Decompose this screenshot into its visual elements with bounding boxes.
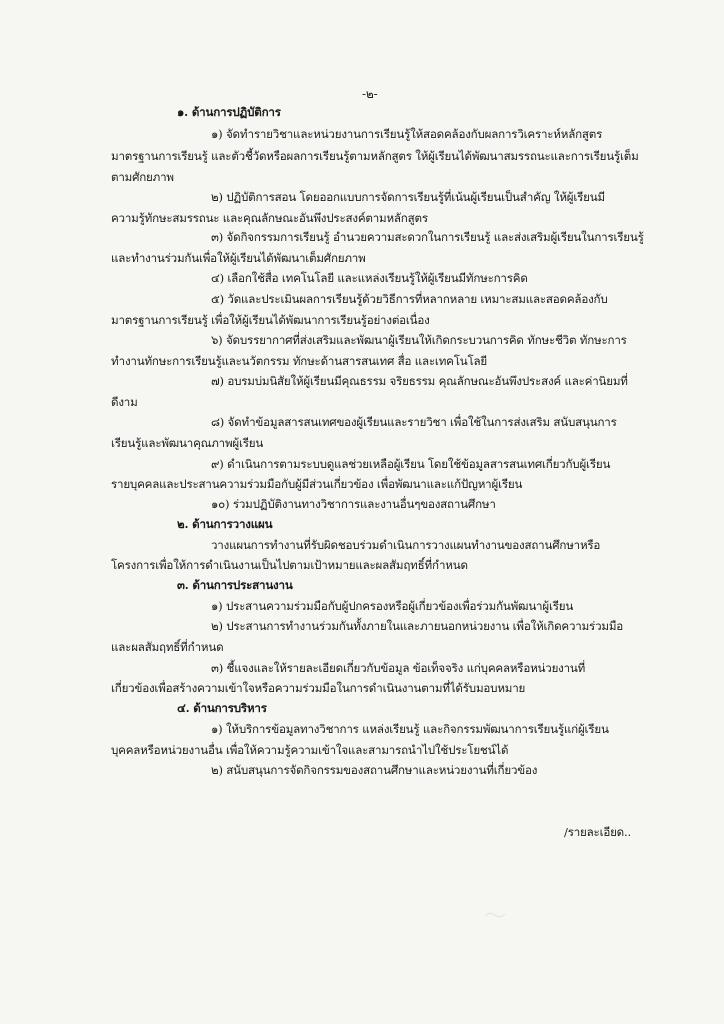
paragraph-line: ๙) ดำเนินการตามระบบดูแลช่วยเหลือผู้เรียน โดยใช้ข้อมูลสารสนเทศเกี่ยวกับผู้เรียน: [211, 457, 611, 471]
paragraph-line: และทำงานร่วมกันเพื่อให้ผู้เรียนได้พัฒนาเต็มศักยภาพ: [111, 251, 366, 265]
paragraph-line: ดีงาม: [111, 395, 138, 409]
paragraph-line: ๑) ประสานความร่วมมือกับผู้ปกครองหรือผู้เกี่ยวข้องเพื่อร่วมกันพัฒนาผู้เรียน: [211, 599, 574, 613]
paragraph-line: บุคคลหรือหน่วยงานอื่น เพื่อให้ความรู้ความเข้าใจและสามารถนำไปใช้ประโยชน์ได้: [111, 743, 509, 757]
paragraph-line: ๑) จัดทำรายวิชาและหน่วยงานการเรียนรู้ให้สอดคล้องกับผลการวิเคราะห์หลักสูตร: [211, 127, 603, 141]
paragraph-line: มาตรฐานการเรียนรู้ และตัวชี้วัดหรือผลการเรียนรู้ตามหลักสูตร ให้ผู้เรียนได้พัฒนาสมรรถนะและการเรียนรู้เต็ม: [111, 149, 639, 163]
paragraph-line: ๗) อบรมบ่มนิสัยให้ผู้เรียนมีคุณธรรม จริยธรรม คุณลักษณะอันพึงประสงค์ และค่านิยมที่: [211, 374, 628, 388]
paragraph-line: ๒) ประสานการทำงานร่วมกันทั้งภายในและภายนอกหน่วยงาน เพื่อให้เกิดความร่วมมือ: [211, 619, 624, 633]
paragraph-line: ๒) ปฏิบัติการสอน โดยออกแบบการจัดการเรียนรู้ที่เน้นผู้เรียนเป็นสำคัญ ให้ผู้เรียนมี: [211, 190, 605, 204]
section-heading-planning: ๒. ด้านการวางแผน: [177, 517, 273, 531]
paragraph-line: ๑) ให้บริการข้อมูลทางวิชาการ แหล่งเรียนรู้ และกิจกรรมพัฒนาการเรียนรู้แก่ผู้เรียน: [211, 722, 609, 736]
continuation-note: /รายละเอียด..: [564, 825, 631, 839]
paragraph-line: ๘) จัดทำข้อมูลสารสนเทศของผู้เรียนและรายวิชา เพื่อใช้ในการส่งเสริม สนับสนุนการ: [211, 415, 617, 429]
paragraph-line: ๔) เลือกใช้สื่อ เทคโนโลยี และแหล่งเรียนรู้ให้ผู้เรียนมีทักษะการคิด: [211, 271, 528, 285]
paragraph-line: ๓) จัดกิจกรรมการเรียนรู้ อำนวยความสะดวกในการเรียนรู้ และส่งเสริมผู้เรียนในการเรียนรู้: [211, 230, 644, 244]
paragraph-line: ๓) ชี้แจงและให้รายละเอียดเกี่ยวกับข้อมูล ข้อเท็จจริง แก่บุคคลหรือหน่วยงานที่: [211, 661, 586, 675]
paragraph-line: รายบุคคลและประสานความร่วมมือกับผู้มีส่วนเกี่ยวข้อง เพื่อพัฒนาและแก้ปัญหาผู้เรียน: [111, 477, 523, 491]
paragraph-line: มาตรฐานการเรียนรู้ เพื่อให้ผู้เรียนได้พัฒนาการเรียนรู้อย่างต่อเนื่อง: [111, 313, 430, 327]
paragraph-line: ๖) จัดบรรยากาศที่ส่งเสริมและพัฒนาผู้เรียนให้เกิดกระบวนการคิด ทักษะชีวิต ทักษะการ: [211, 333, 627, 347]
paragraph-line: ๑๐) ร่วมปฏิบัติงานทางวิชาการและงานอื่นๆของสถานศึกษา: [211, 497, 496, 511]
paragraph-line: เรียนรู้และพัฒนาคุณภาพผู้เรียน: [111, 436, 264, 450]
paragraph-line: ๕) วัดและประเมินผลการเรียนรู้ด้วยวิธีการที่หลากหลาย เหมาะสมและสอดคล้องกับ: [211, 292, 608, 306]
section-heading-operations: ๑. ด้านการปฏิบัติการ: [177, 105, 281, 119]
paragraph-line: เกี่ยวข้องเพื่อสร้างความเข้าใจหรือความร่วมมือในการดำเนินงานตามที่ได้รับมอบหมาย: [111, 681, 526, 695]
paragraph-line: ตามศักยภาพ: [111, 170, 174, 184]
section-heading-administration: ๔. ด้านการบริหาร: [177, 701, 267, 715]
paragraph-line: ทำงานทักษะการเรียนรู้และนวัตกรรม ทักษะด้านสารสนเทศ สื่อ และเทคโนโลยี: [111, 354, 487, 368]
page-number: -๒-: [362, 87, 378, 101]
section-heading-coordination: ๓. ด้านการประสานงาน: [177, 578, 293, 592]
paragraph-line: ความรู้ทักษะสมรรถนะ และคุณลักษณะอันพึงประสงค์ตามหลักสูตร: [111, 211, 428, 225]
paragraph-line: และผลสัมฤทธิ์ที่กำหนด: [111, 640, 224, 654]
paragraph-line: วางแผนการทำงานที่รับผิดชอบร่วมดำเนินการวางแผนทำงานของสถานศึกษาหรือ: [211, 538, 601, 552]
scan-smudge: [484, 910, 506, 920]
paragraph-line: ๒) สนับสนุนการจัดกิจกรรมของสถานศึกษาและหน่วยงานที่เกี่ยวข้อง: [211, 763, 538, 777]
paragraph-line: โครงการเพื่อให้การดำเนินงานเป็นไปตามเป้าหมายและผลสัมฤทธิ์ที่กำหนด: [111, 558, 468, 572]
